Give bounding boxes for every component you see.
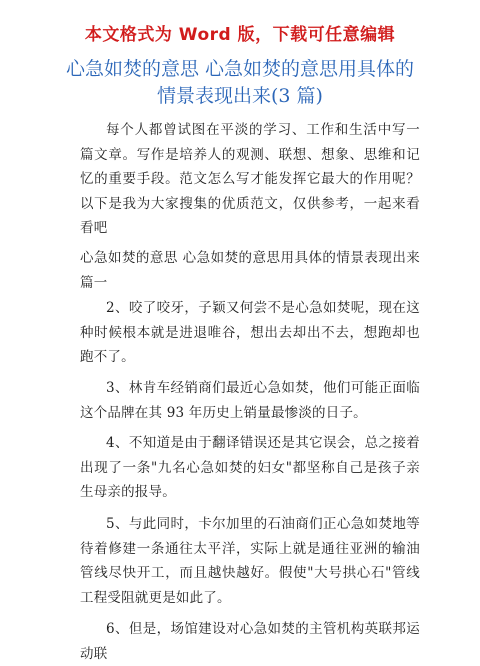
intro-paragraph: 每个人都曾试图在平淡的学习、工作和生活中写一篇文章。写作是培养人的观测、联想、想象、思维和记忆的重要手段。范文怎么写才能发挥它最大的作用呢？以下是我为大家搜集的优质范文，仅供参考，一起来看看吧 — [80, 122, 420, 236]
section-heading: 心急如焚的意思 心急如焚的意思用具体的情景表现出来篇一 — [80, 250, 420, 291]
title-line-1: 心急如焚的意思 心急如焚的意思用具体的 — [65, 58, 415, 80]
list-item-4: 4、不知道是由于翻译错误还是其它误会，总之接着出现了一条"九名心急如焚的妇女"都坚称自己是孩子亲生母亲的报导。 — [80, 435, 420, 500]
list-item-5: 5、与此同时，卡尔加里的石油商们正心急如焚地等待着修建一条通往太平洋，实际上就是通往亚洲的输油管线尽快开工，而且越快越好。假使"大号拱心石"管线工程受阻就更是如此了。 — [80, 516, 420, 606]
format-banner: 本文格式为 Word 版，下载可任意编辑 — [84, 25, 396, 45]
list-item-3: 3、林肯车经销商们最近心急如焚，他们可能正面临这个品牌在其 93 年历史上销量最惨淡的日子。 — [80, 380, 420, 421]
list-item-2: 2、咬了咬牙，子颖又何尝不是心急如焚呢，现在这种时候根本就是进退唯谷，想出去却出不去，想跑却也跑不了。 — [80, 300, 420, 365]
document-title — [30, 56, 450, 110]
title-line-2: 情景表现出来(3 篇) — [157, 85, 323, 107]
list-item-6: 6、但是，场馆建设对心急如焚的主管机构英联邦运动联 — [80, 621, 420, 662]
